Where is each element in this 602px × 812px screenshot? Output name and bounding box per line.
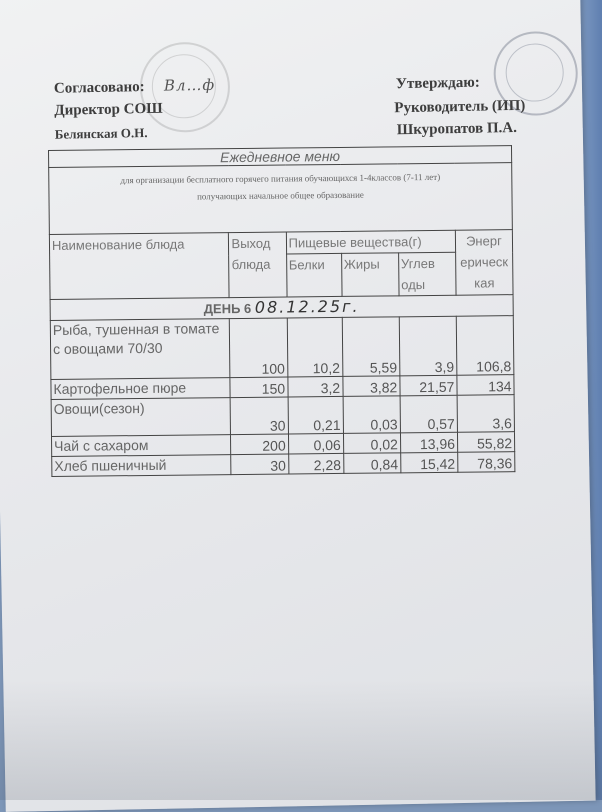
day-label: ДЕНЬ 6 (203, 300, 252, 317)
dish-name: Овощи(сезон) (51, 398, 231, 437)
menu-table (48, 145, 515, 477)
dish-carbs: 15,42 (400, 452, 457, 473)
dish-name: Хлеб пшеничный (52, 455, 232, 477)
dish-energy: 3,6 (457, 395, 515, 433)
dish-energy: 106,8 (456, 316, 514, 376)
dish-name: Рыба, тушенная в томате с овощами 70/30 (50, 319, 230, 380)
menu-subtitle (49, 163, 513, 235)
dish-energy: 55,82 (457, 432, 514, 453)
dish-proteins: 0,06 (288, 433, 343, 454)
col-yield (229, 232, 287, 298)
dish-proteins: 3,2 (287, 376, 342, 397)
col-carbs-line1: Углев (400, 255, 435, 272)
subtitle-line1: для организации бесплатного горячего питания обучающихся 1-4классов (7-11 лет) (120, 171, 441, 186)
dish-proteins: 0,21 (288, 396, 343, 434)
col-energy-line1: Энерг (465, 233, 502, 249)
approve-label: Утверждаю: (395, 74, 480, 93)
director-signature: Вл…ф (163, 75, 216, 95)
head-title: Руководитель (ИП) (394, 97, 526, 117)
col-energy-line2: ерическ (460, 254, 509, 270)
table-row (52, 452, 515, 477)
col-fats: Жиры (341, 253, 399, 297)
dish-name: Чай с сахаром (52, 435, 232, 457)
col-energy (455, 230, 513, 296)
col-nutrients: Пищевые вещества(г) (286, 230, 456, 254)
dish-carbs: 21,57 (400, 375, 457, 396)
dish-fats: 3,82 (343, 376, 400, 397)
dish-fats: 0,84 (343, 453, 400, 474)
director-title: Директор СОШ (54, 100, 163, 119)
dish-energy: 134 (457, 375, 514, 396)
dish-energy: 78,36 (458, 452, 515, 473)
dish-carbs: 0,57 (400, 395, 457, 433)
dish-proteins: 10,2 (287, 317, 343, 377)
dish-fats: 0,02 (343, 433, 400, 454)
dish-proteins: 2,28 (288, 453, 343, 474)
col-yield-line1: Выход (231, 235, 271, 252)
dish-fats: 0,03 (343, 396, 400, 434)
col-carbs-line2: оды (401, 277, 426, 293)
dish-carbs: 13,96 (400, 432, 457, 453)
dish-yield: 200 (231, 434, 288, 455)
dish-carbs: 3,9 (399, 316, 457, 376)
dish-yield: 30 (231, 454, 288, 475)
day-date: 08.12.25г. (254, 296, 360, 317)
dish-yield: 150 (230, 377, 287, 398)
table-row (51, 395, 514, 437)
menu-title: Ежедневное меню (49, 146, 512, 168)
director-name: Белянская О.Н. (54, 125, 148, 142)
col-dish-name: Наименование блюда (49, 233, 229, 300)
dish-yield: 100 (230, 318, 288, 378)
head-name: Шкуропатов П.А. (396, 119, 518, 139)
col-proteins: Белки (286, 253, 342, 297)
dish-fats: 5,59 (342, 317, 400, 377)
col-energy-line3: кая (474, 275, 495, 291)
approved-label: Согласовано: (53, 79, 145, 97)
dish-name: Картофельное пюре (51, 378, 231, 400)
col-yield-line2: блюда (231, 256, 271, 273)
dish-yield: 30 (231, 397, 288, 435)
table-row (50, 316, 514, 380)
col-carbs (398, 252, 456, 296)
subtitle-line2: получающих начальное общее образование (197, 189, 364, 202)
